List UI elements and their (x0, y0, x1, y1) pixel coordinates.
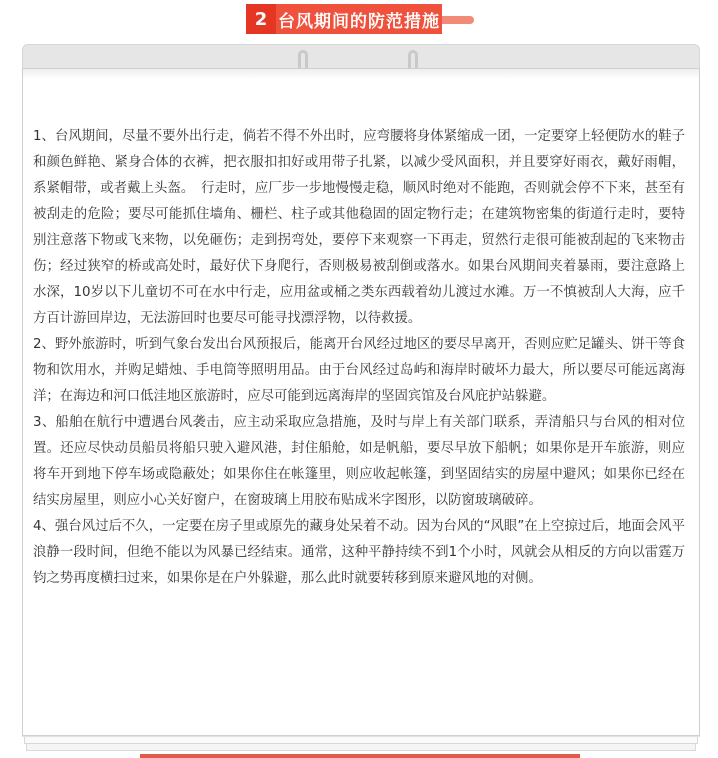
notepad-top-bar (22, 44, 700, 69)
section-title: 台风期间的防范措施 (276, 4, 442, 34)
article-content (33, 124, 685, 592)
bottom-accent-strip (140, 754, 580, 758)
section-header (246, 4, 442, 34)
notepad-page-edge (24, 735, 698, 744)
paragraph-2: 2、野外旅游时，听到气象台发出台风预报后，能离开台风经过地区的要尽早离开，否则应贮足罐头、饼干等食物和饮用水，并购足蜡烛、手电筒等照明用品。由于台风经过岛屿和海岸时破坏力最大，所以要尽可能远离海洋；在海边和河口低洼地区旅游时，应尽可能到远离海岸的坚固宾馆及台风庇护站躲避。 (33, 337, 685, 404)
paragraph-1: 1、台风期间，尽量不要外出行走，倘若不得不外出时，应弯腰将身体紧缩成一团，一定要穿上轻便防水的鞋子和颜色鲜艳、紧身合体的衣裤，把衣服扣扣好或用带子扎紧，以减少受风面积，并且要穿好雨衣，戴好雨帽，系紧帽带，或者戴上头盔。 行走时，应厂步一步地慢慢走稳，顺风时绝对不能跑，否则就会停不下来，甚至有被刮走的危险；要尽可能抓住墙角、栅栏、柱子或其他稳固的固定物行走；在建筑物密集的街道行走时，要特别注意落下物或飞来物，以免砸伤；走到拐弯处，要停下来观察一下再走，贸然行走很可能被刮起的飞来物击伤；经过狭窄的桥或高处时，最好伏下身爬行，否则极易被刮倒或落水。如果台风期间夹着暴雨，要注意路上水深，10岁以下儿童切不可在水中行走，应用盆或桶之类东西载着幼儿渡过水滩。万一不慎被刮人大海，应千方百计游回岸边，无法游回时也要尽可能寻找漂浮物，以待救援。 (33, 129, 685, 326)
section-number: 2 (246, 4, 276, 34)
paragraph-3: 3、船舶在航行中遭遇台风袭击，应主动采取应急措施，及时与岸上有关部门联系，弄清船只与台风的相对位置。还应尽快动员船员将船只驶入避风港，封住船舱，如是帆船，要尽早放下船帆；如果你是开车旅游，则应将车开到地下停车场或隐蔽处；如果你住在帐篷里，则应收起帐篷，到坚固结实的房屋中避风；如果你已经在结实房屋里，则应小心关好窗户，在窗玻璃上用胶布贴成米字图形，以防窗玻璃破碎。 (33, 415, 685, 508)
paragraph-4: 4、强台风过后不久，一定要在房子里或原先的藏身处呆着不动。因为台风的“风眼”在上空掠过后，地面会风平浪静一段时间，但绝不能以为风暴已经结束。通常，这种平静持续不到1个小时，风就会从相反的方向以雷霆万钧之势再度横扫过来，如果你是在户外躲避，那么此时就要转移到原来避风地的对侧。 (33, 519, 685, 586)
notepad-page-edge (26, 743, 696, 751)
